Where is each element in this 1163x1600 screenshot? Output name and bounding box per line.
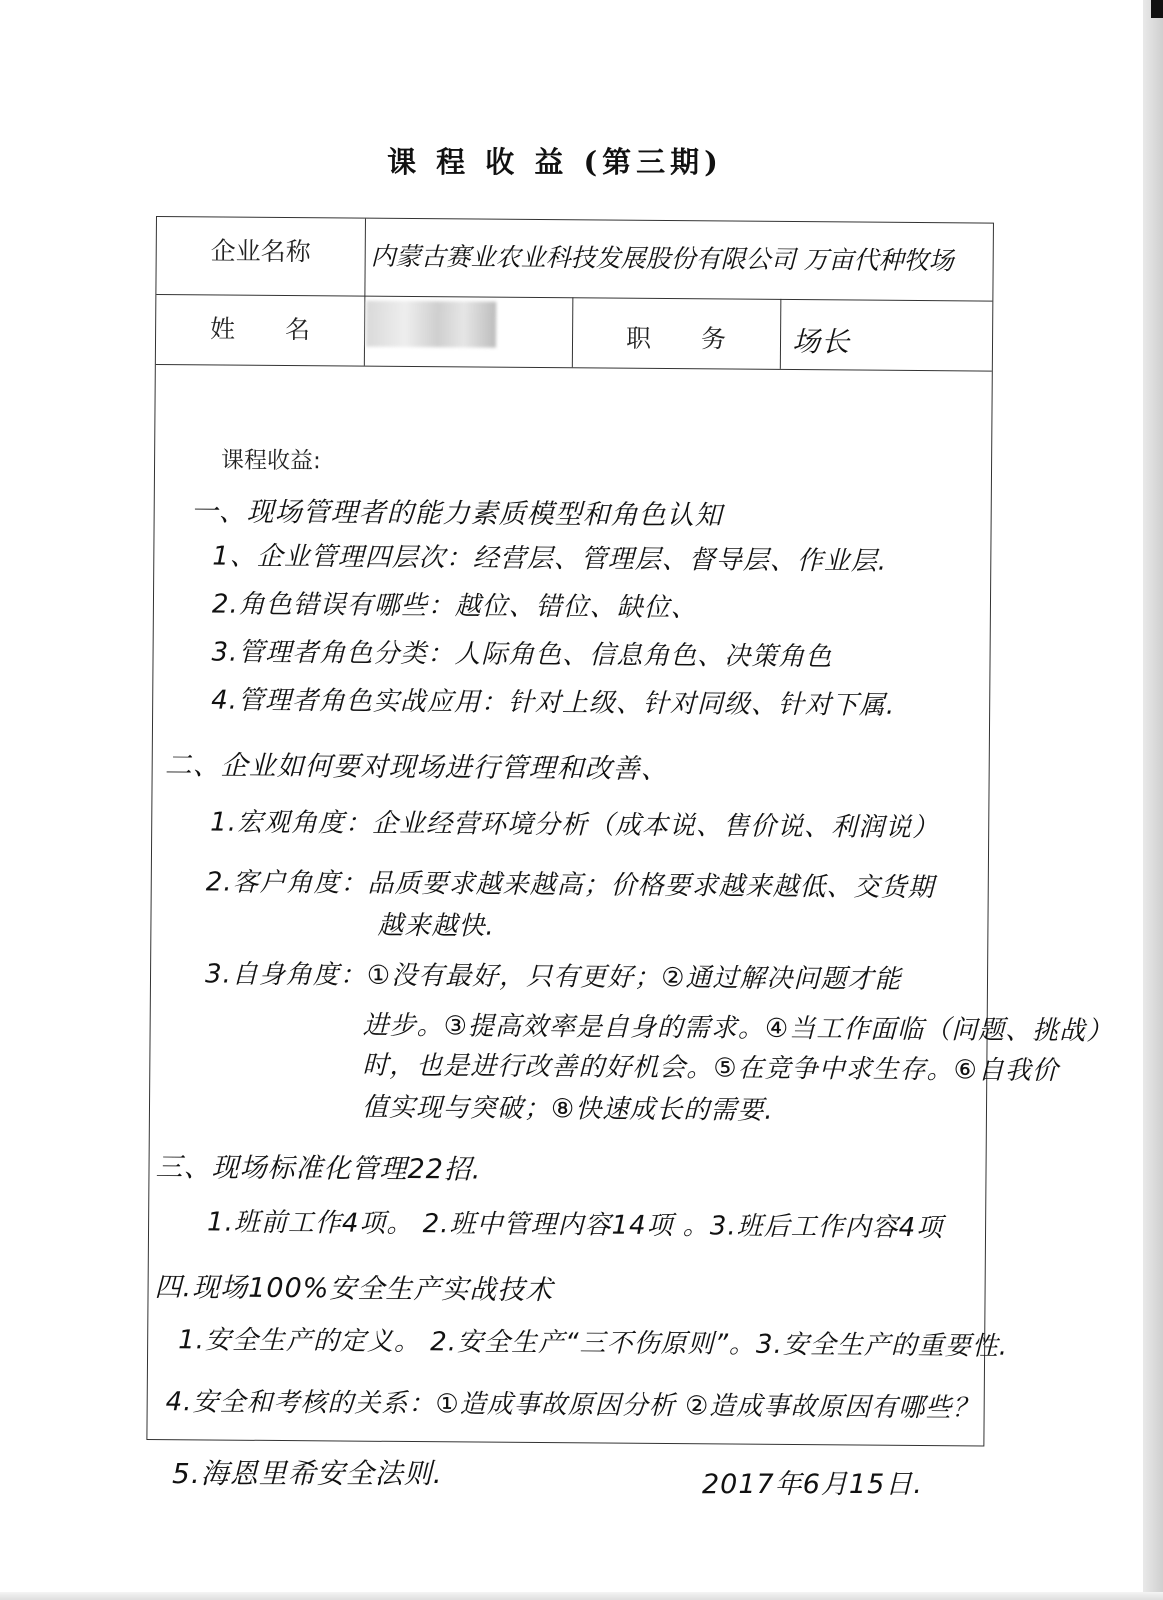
content-line: 越来越快. (377, 910, 495, 942)
scan-edge-bottom (0, 1592, 1163, 1600)
name-label: 姓 名 (209, 314, 311, 345)
course-benefits-label: 课程收益: (220, 447, 321, 475)
content-line: 1.宏观角度：企业经营环境分析（成本说、售价说、利润说） (210, 807, 940, 844)
redacted-name (366, 301, 496, 348)
content-line: 2.客户角度：品质要求越来越高；价格要求越来越低、交货期 (205, 867, 935, 904)
company-name-label: 企业名称 (210, 236, 311, 267)
content-line: 1.安全生产的定义。 2.安全生产“三不伤原则”。3.安全生产的重要性. (178, 1325, 1009, 1362)
content-line: 时，也是进行改善的好机会。⑤在竞争中求生存。⑥自我价 (362, 1050, 1060, 1087)
content-line: 2.角色错误有哪些：越位、错位、缺位、 (211, 589, 698, 624)
row-divider (156, 294, 992, 302)
content-line: 4.安全和考核的关系：①造成事故原因分析 ②造成事故原因有哪些？ (165, 1387, 980, 1424)
company-name-value: 内蒙古赛业农业科技发展股份有限公司 万亩代种牧场 (370, 241, 954, 276)
content-line: 1、企业管理四层次：经营层、管理层、督导层、作业层. (212, 541, 888, 577)
row-divider (156, 364, 992, 372)
page-title: 课 程 收 益 (第三期) (387, 145, 723, 179)
benefit-form (146, 216, 1114, 1447)
content-line: 二、企业如何要对现场进行管理和改善、 (164, 750, 669, 786)
content-line: 5.海恩里希安全法则. (172, 1457, 443, 1490)
signature-date: 2017年6月15日. (702, 1469, 923, 1500)
content-line: 进步。③提高效率是自身的需求。④当工作面临（问题、挑战） (362, 1010, 1114, 1047)
content-line: 3.管理者角色分类：人际角色、信息角色、决策角色 (211, 637, 833, 673)
position-label: 职 务 (625, 323, 727, 354)
content-line: 4.管理者角色实战应用：针对上级、针对同级、针对下属. (211, 685, 896, 721)
content-line: 3.自身角度：①没有最好，只有更好；②通过解决问题才能 (204, 959, 902, 995)
content-line: 一、现场管理者的能力素质模型和角色认知 (190, 496, 723, 532)
content-line: 值实现与突破；⑧快速成长的需要. (361, 1092, 774, 1126)
content-line: 1.班前工作4项。 2.班中管理内容14项 。3.班后工作内容4项 (206, 1207, 944, 1244)
scan-edge-right (1143, 0, 1163, 1600)
content-line: 三、现场标准化管理22招. (155, 1152, 482, 1186)
position-value: 场长 (791, 324, 851, 359)
content-line: 四.现场100%安全生产实战技术 (154, 1272, 554, 1307)
